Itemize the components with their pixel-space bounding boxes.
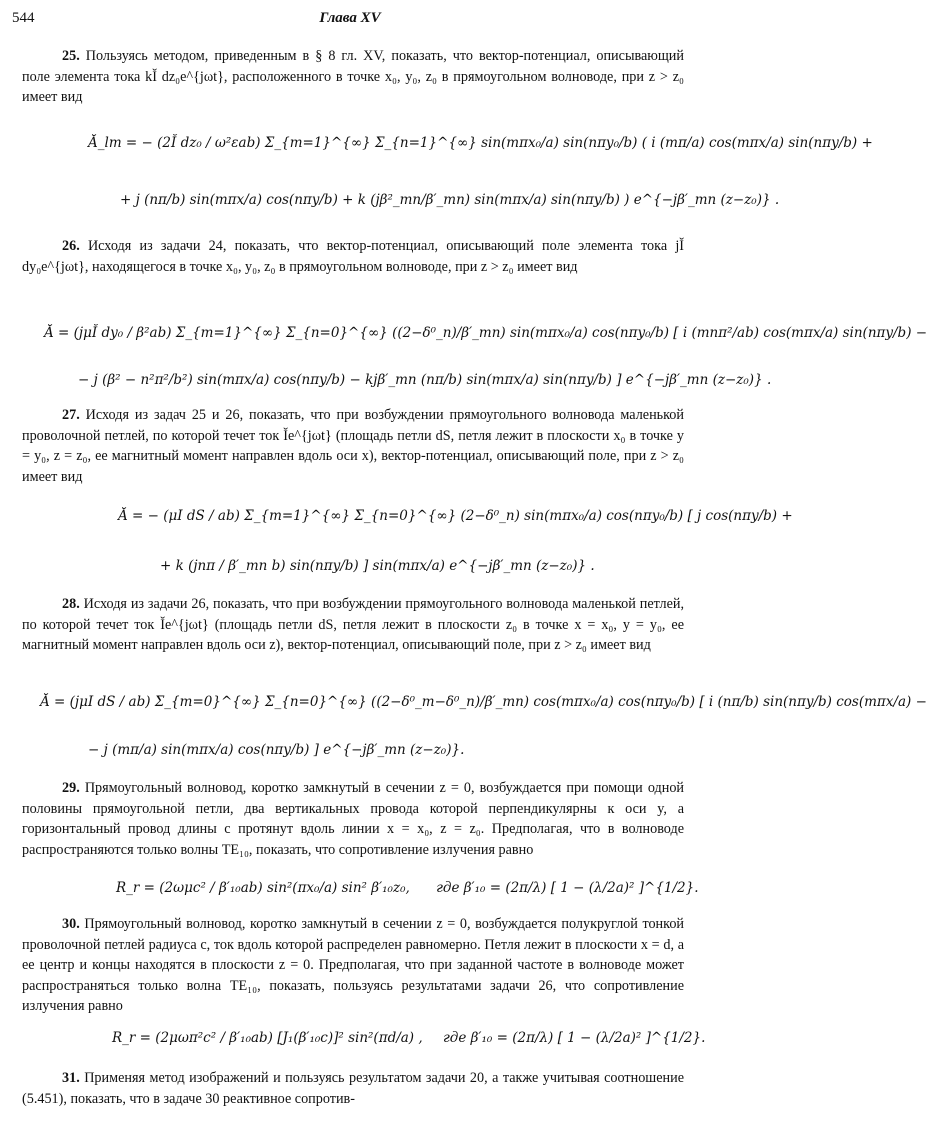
problem-27-text	[22, 405, 684, 487]
equation: Ă = − (μI dS / ab) Σ_{m=1}^{∞} Σ_{n=0}^{∞} (2−δ⁰_n) sin(mπx₀/a) cos(nπy₀/b) [ j cos(nπy/b) +	[118, 508, 793, 524]
chapter-title: Глава XV	[319, 10, 381, 26]
problem-26-text	[22, 236, 684, 277]
problem-25-text	[22, 46, 684, 108]
problem-statement: Пользуясь методом, приведенным в § 8 гл. XV, показать, что вектор-потенциал, описывающий поле элемента тока kĬ dz₀e^{jωt}, расположенного в точке x₀, y₀, z₀ в прямоугольном волноводе, при z > z₀ имеет вид	[22, 48, 684, 105]
problem-statement: Исходя из задач 25 и 26, показать, что при возбуждении прямоугольного волновода маленькой проволочной петлей, по которой течет ток Ĭe^{jωt} (площадь петли dS, петля лежит в плоскости x₀ в точке y = y₀, z = z₀, ее магнитный момент направлен вдоль оси x), вектор-потенциал, описывающий поле, при z > z₀ имеет вид	[22, 407, 684, 485]
problem-statement: Исходя из задачи 26, показать, что при возбуждении прямоугольного волновода маленькой петлей, по которой течет ток Ĭe^{jωt} (площадь петли dS, петля лежит в плоскости z₀ в точке x = x₀, y = y₀, ее магнитный момент направлен вдоль оси z), вектор-потенциал, описывающий поле, при z > z₀ имеет вид	[22, 596, 684, 653]
problem-number: 31.	[62, 1070, 80, 1086]
equation	[112, 1030, 706, 1046]
problem-statement: Прямоугольный волновод, коротко замкнутый в сечении z = 0, возбуждается при помощи одной половины прямоугольной петли, два вертикальных провода которой перпендикулярны к оси y, а горизонтальный провод длины c протянут вдоль линии x = x₀, z = z₀. Предполагая, что в волноводе распространяются только волны TE₁₀, показать, что сопротивление излучения равно	[22, 780, 684, 858]
equation	[116, 880, 700, 896]
problem-statement: Применяя метод изображений и пользуясь результатом задачи 20, а также учитывая соотношение (5.451), показать, что в задаче 30 реактивное сопротив-	[22, 1070, 684, 1107]
equation: − j (mπ/a) sin(mπx/a) cos(nπy/b) ] e^{−jβ′_mn (z−z₀)}.	[88, 742, 465, 758]
problem-number: 30.	[62, 916, 80, 932]
problem-29-text	[22, 778, 684, 860]
problem-number: 27.	[62, 407, 80, 423]
equation-main: R_r = (2μωπ²c² / β′₁₀ab) [J₁(β′₁₀c)]² sin²(πd/a) ,	[112, 1030, 423, 1046]
problem-statement: Исходя из задачи 24, показать, что вектор-потенциал, описывающий поле элемента тока jĬ dy₀e^{jωt}, находящегося в точке x₀, y₀, z₀ в прямоугольном волноводе, при z > z₀ имеет вид	[22, 238, 684, 275]
problem-28-text	[22, 594, 684, 656]
equation: Ă_lm = − (2Ĭ dz₀ / ω²εab) Σ_{m=1}^{∞} Σ_{n=1}^{∞} sin(mπx₀/a) sin(nπy₀/b) ( i (mπ/a) cos(mπx/a) sin(nπy/b) +	[88, 135, 873, 151]
equation-main: R_r = (2ωμc² / β′₁₀ab) sin²(πx₀/a) sin² β′₁₀z₀,	[116, 880, 410, 896]
equation: Ă = (jμĬ dy₀ / β²ab) Σ_{m=1}^{∞} Σ_{n=0}^{∞} ((2−δ⁰_n)/β′_mn) sin(mπx₀/a) cos(nπy₀/b) [ i (mnπ²/ab) cos(mπx/a) sin(nπy/b) −	[44, 325, 927, 341]
problem-30-text	[22, 914, 684, 1017]
page-number: 544	[12, 10, 35, 26]
problem-31-text	[22, 1068, 684, 1109]
equation: Ă = (jμI dS / ab) Σ_{m=0}^{∞} Σ_{n=0}^{∞} ((2−δ⁰_m−δ⁰_n)/β′_mn) cos(mπx₀/a) cos(nπy₀/b) [ i (nπ/b) sin(nπy/b) cos(mπx/a) −	[40, 694, 927, 710]
equation-condition: где β′₁₀ = (2π/λ) [ 1 − (λ/2a)² ]^{1/2}.	[442, 1030, 706, 1046]
problem-number: 29.	[62, 780, 80, 796]
equation: + j (nπ/b) sin(mπx/a) cos(nπy/b) + k (jβ²_mn/β′_mn) sin(mπx/a) sin(nπy/b) ) e^{−jβ′_mn (z−z₀)} .	[120, 192, 780, 208]
equation: − j (β² − n²π²/b²) sin(mπx/a) cos(nπy/b) − kjβ′_mn (nπ/b) sin(mπx/a) sin(nπy/b) ] e^{−jβ′_mn (z−z₀)} .	[78, 372, 772, 388]
problem-statement: Прямоугольный волновод, коротко замкнутый в сечении z = 0, возбуждается полукруглой тонкой проволочной петлей радиуса c, ток вдоль которой распределен равномерно. Петля лежит в плоскости x = d, а ее центр и концы находятся в плоскости z = 0. Предполагая, что при заданной частоте в волноводе может распространяться только волна TE₁₀, показать, пользуясь результатами задачи 26, что сопротивление излучения равно	[22, 916, 685, 1014]
problem-number: 26.	[62, 238, 80, 254]
page-header	[12, 10, 688, 32]
problem-number: 28.	[62, 596, 80, 612]
equation: + k (jnπ / β′_mn b) sin(nπy/b) ] sin(mπx/a) e^{−jβ′_mn (z−z₀)} .	[160, 558, 595, 574]
problem-number: 25.	[62, 48, 80, 64]
equation-condition: где β′₁₀ = (2π/λ) [ 1 − (λ/2a)² ]^{1/2}.	[436, 880, 699, 896]
